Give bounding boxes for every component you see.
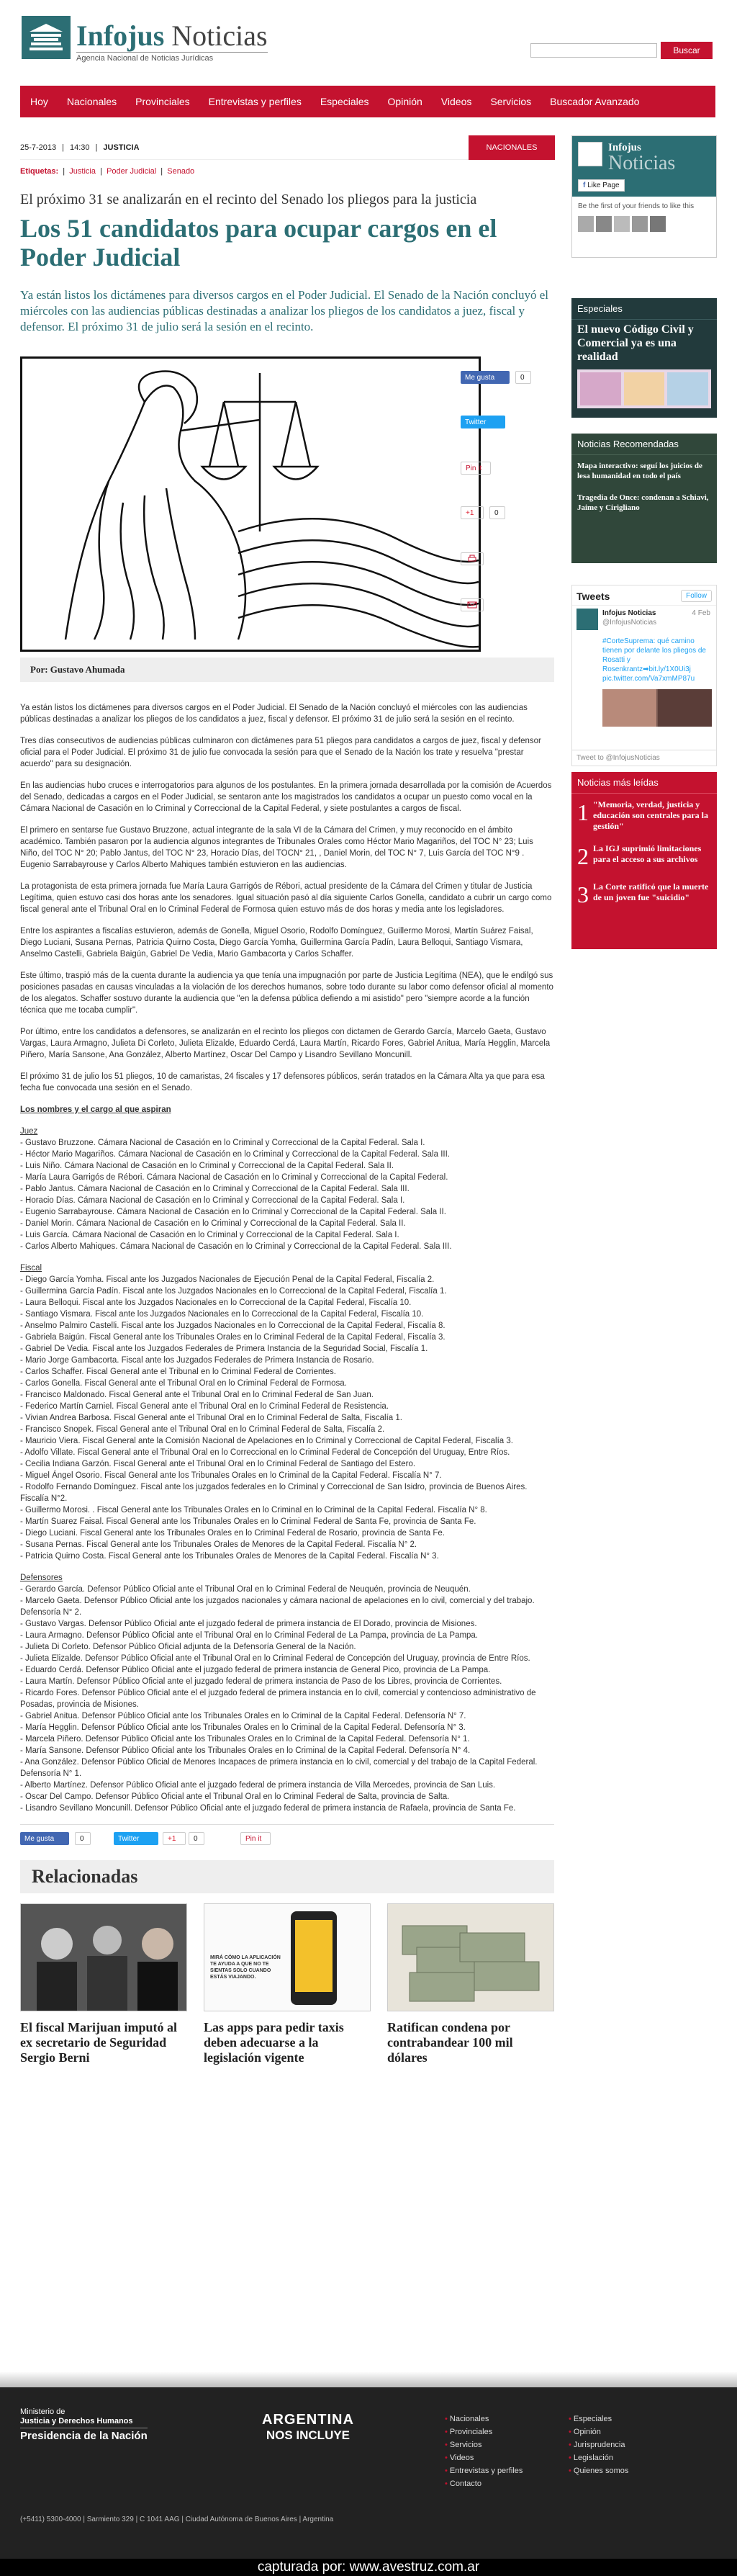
pinit-button[interactable]: Pin it xyxy=(240,1832,271,1845)
ministry-line-c: Presidencia de la Nación xyxy=(20,2428,148,2443)
list-item: - Eugenio Sarrabayrouse. Cámara Nacional de Casación en lo Criminal y Correccional de la Capital Federal. Sala II. xyxy=(20,1208,446,1216)
list-item: - Daniel Morin. Cámara Nacional de Casación en lo Criminal y Correccional de la Capital Federal. Sala II. xyxy=(20,1219,406,1228)
nav-item-videos[interactable]: Videos xyxy=(440,96,472,107)
list-item: - Anselmo Palmiro Castelli. Fiscal ante los Juzgados Nacionales en lo Correccional de la Capital Federal, Fiscalía 8. xyxy=(20,1321,446,1330)
main-nav xyxy=(20,86,715,117)
list-item: - Laura Belloqui. Fiscal ante los Juzgados Nacionales en lo Correccional de la Capital Federal, Fiscalía 10. xyxy=(20,1298,412,1307)
fb-friends-text: Be the first of your friends to like this xyxy=(578,202,695,210)
list-item: - Horacio Días. Cámara Nacional de Casación en lo Criminal y Correccional de la Capital Federal. Sala I. xyxy=(20,1196,405,1205)
article-time: 14:30 xyxy=(70,143,90,152)
fb-like-page-label: Like Page xyxy=(587,181,620,189)
argentina-logo xyxy=(262,2412,354,2443)
tweet-handle[interactable]: @InfojusNoticias xyxy=(602,619,657,627)
leidas-widget xyxy=(571,772,717,949)
list-item: - Guillermo Morosi. . Fiscal General ante los Tribunales Orales en lo Criminal en lo Criminal de la Capital Federal. Fiscalía N° 8. xyxy=(20,1506,487,1514)
article-lead: Ya están listos los dictámenes para diversos cargos en el Poder Judicial. El Senado de la Nación concluyó el miércoles con las audiencias públicas destinadas a analizar los pliegos de los candidatos a juez, fiscal y defensor. El próximo 31 de julio será la sesión en el recinto. xyxy=(20,288,548,333)
list-item: - Mario Jorge Gambacorta. Fiscal ante los Juzgados Federales de Primera Instancia de Rosario. xyxy=(20,1356,374,1365)
list-item: - Pablo Jantus. Cámara Nacional de Casación en lo Criminal y Correccional de la Capital Federal. Sala III. xyxy=(20,1185,410,1193)
list-item: - Gabriel De Vedia. Fiscal ante los Juzgados Federales de Primera Instancia de la Seguridad Social, Fiscalía 1. xyxy=(20,1345,428,1353)
list-item: - María Sansone. Defensor Público Oficial ante los Tribunales Orales en lo Criminal de la Capital Federal. Defensoría N° 4. xyxy=(20,1746,471,1755)
footer-link[interactable]: • Opinión xyxy=(569,2428,628,2436)
twitter-widget xyxy=(571,585,717,766)
fb-page-name-a[interactable]: Infojus xyxy=(608,142,641,153)
article-kicker: El próximo 31 se analizarán en el recinto del Senado los pliegos para la justicia xyxy=(20,192,477,207)
related-item[interactable] xyxy=(20,1903,187,2065)
footer-link[interactable]: • Videos xyxy=(445,2454,523,2462)
tweets-heading: Tweets xyxy=(577,590,610,602)
avatar xyxy=(650,216,666,232)
list-item: - Ana González. Defensor Público Oficial de Menores Incapaces de primera instancia en lo civil, comercial y del trabajo de la Capital Federal. Defensoría N° 1. xyxy=(20,1758,538,1778)
tweet-avatar[interactable] xyxy=(577,609,598,630)
nav-item-servicios[interactable]: Servicios xyxy=(490,96,532,107)
list-item: - Santiago Vismara. Fiscal ante los Juzgados Nacionales en lo Correccional de la Capital Federal, Fiscalía 10. xyxy=(20,1310,424,1319)
leidas-number: 2 xyxy=(577,843,589,869)
list-item: - Gustavo Vargas. Defensor Público Oficial ante el juzgado federal de primera instancia de El Dorado, provincia de Misiones. xyxy=(20,1620,477,1628)
footer-link[interactable]: • Provinciales xyxy=(445,2428,523,2436)
especiales-banner[interactable] xyxy=(577,369,711,408)
especiales-heading: Especiales xyxy=(571,298,717,320)
brand-subtitle: Agencia Nacional de Noticias Jurídicas xyxy=(76,52,268,63)
footer-link[interactable]: • Legislación xyxy=(569,2454,628,2462)
gplus-count: 0 xyxy=(489,506,505,519)
list-item: - Marcelo Gaeta. Defensor Público Oficial ante los juzgados nacionales y cámara nacional de apelaciones en lo civil, comercial y del trabajo. Defensoría N° 2. xyxy=(20,1597,535,1617)
ministry-logo[interactable] xyxy=(20,2407,148,2443)
facebook-icon: f xyxy=(583,181,588,189)
gplus-button[interactable]: +1 xyxy=(461,506,484,519)
leidas-number: 3 xyxy=(577,881,589,907)
nav-item-hoy[interactable]: Hoy xyxy=(30,96,48,107)
footer-links-1 xyxy=(445,2415,523,2492)
tweet-text: #CorteSuprema: qué camino tienen por delante los pliegos de Rosatti y Rosenkrantz➡bit.ly/1X0Ui3j pic.twitter.com/Va7xmMP87u xyxy=(602,637,706,683)
list-item: - Gabriel Anitua. Defensor Público Oficial ante los Tribunales Orales en lo Criminal de la Capital Federal. Defensoría N° 7. xyxy=(20,1712,466,1720)
list-item: - Carlos Gonella. Fiscal General ante el Tribunal Oral en lo Criminal Federal de Formosa. xyxy=(20,1379,347,1388)
list-item: - Ricardo Fores. Defensor Público Oficial ante el el juzgado federal de primera instancia en lo civil, comercial y contencioso administrativo de Posadas, provincia de Misiones. xyxy=(20,1689,536,1709)
list-item: - Diego García Yomha. Fiscal ante los Juzgados Nacionales de Ejecución Penal de la Capital Federal, Fiscalía 2. xyxy=(20,1275,435,1284)
fb-like-count: 0 xyxy=(515,371,531,384)
brand[interactable] xyxy=(76,19,268,63)
article-section[interactable]: JUSTICIA xyxy=(103,143,140,152)
fb-like-page-button[interactable] xyxy=(578,179,625,192)
list-item: - Luis García. Cámara Nacional de Casación en lo Criminal y Correccional de la Capital Federal. Sala I. xyxy=(20,1231,399,1239)
nominee-list xyxy=(20,1572,554,1814)
list-item: - Patricia Quirno Costa. Fiscal General ante los Tribunales Orales de Menores de la Capital Federal. Fiscalía N° 3. xyxy=(20,1552,439,1561)
gplus-button[interactable]: +1 xyxy=(163,1832,186,1845)
list-item: - Héctor Mario Magariños. Cámara Nacional de Casación en lo Criminal y Correccional de la Capital Federal. Sala III. xyxy=(20,1150,450,1159)
related-item[interactable] xyxy=(387,1903,554,2065)
leidas-item[interactable] xyxy=(571,794,717,838)
email-icon[interactable] xyxy=(461,598,484,611)
fb-like-button[interactable]: Me gusta xyxy=(20,1832,69,1845)
list-item: - Carlos Schaffer. Fiscal General ante el Tribunal en lo Criminal Federal de Corrientes. xyxy=(20,1368,336,1376)
argentina-line-b: NOS INCLUYE xyxy=(266,2428,351,2442)
list-item: - Federico Martín Carniel. Fiscal General ante el Tribunal Oral en lo Criminal Federal de Resistencia. xyxy=(20,1402,389,1411)
footer-link[interactable]: • Contacto xyxy=(445,2479,523,2488)
list-item: - Laura Armagno. Defensor Público Oficial ante el Tribunal Oral en lo Criminal Federal de La Pampa, provincia de La Pampa. xyxy=(20,1631,479,1640)
nominee-list xyxy=(20,1126,554,1252)
article-meta: 25-7-2013 | 14:30 | JUSTICIA xyxy=(20,135,554,160)
tag-link[interactable]: Poder Judicial xyxy=(107,167,157,176)
twitter-button[interactable]: Twitter xyxy=(461,416,505,428)
list-item: - Lisandro Sevillano Moncunill. Defensor Público Oficial ante el juzgado federal de primera instancia de Rafaela, provincia de Santa Fe. xyxy=(20,1804,516,1813)
nav-item-buscador[interactable]: Buscador Avanzado xyxy=(550,96,640,107)
list-item: - Vivian Andrea Barbosa. Fiscal General ante el Tribunal Oral en lo Criminal Federal de Salta, Fiscalía 1. xyxy=(20,1414,402,1422)
list-item: - María Laura Garrigós de Rébori. Cámara Nacional de Casación en lo Criminal y Correccional de la Capital Federal. xyxy=(20,1173,448,1182)
twitter-button[interactable]: Twitter xyxy=(114,1832,158,1845)
footer-link[interactable]: • Nacionales xyxy=(445,2415,523,2423)
list-item: - María Hegglin. Defensor Público Oficial ante los Tribunales Orales en lo Criminal de la Capital Federal. Defensoría N° 3. xyxy=(20,1723,466,1732)
related-heading: Relacionadas xyxy=(20,1860,554,1893)
search-input[interactable] xyxy=(530,43,657,58)
avatar xyxy=(632,216,648,232)
list-item: - Francisco Maldonado. Fiscal General ante el Tribunal Oral en lo Criminal Federal de San Juan. xyxy=(20,1391,374,1399)
tweet-date: 4 Feb xyxy=(692,609,710,617)
argentina-line-a: ARGENTINA xyxy=(262,2412,354,2428)
list-item: - Julieta Di Corleto. Defensor Público Oficial adjunta de la Defensoría General de la Nación. xyxy=(20,1643,356,1651)
pinit-button[interactable]: Pin it xyxy=(461,462,491,475)
article-paragraph: Tres días consecutivos de audiencias públicas culminaron con dictámenes para 51 pliegos para candidatos a cargos de juez, fiscal y defensor oficial para el Poder Judicial. El próximo 31 de julio fue convocada la sesión para que el Senado de la Nación los trate y resuelva "prestar acuerdo" para su designación. xyxy=(20,737,541,768)
list-item: - Eduardo Cerdá. Defensor Público Oficial ante el juzgado federal de primera instancia de General Pico, provincia de La Pampa. xyxy=(20,1666,491,1674)
related-item[interactable] xyxy=(204,1903,371,2065)
fb-page-name-b: Noticias xyxy=(608,152,676,174)
list-item: - Guillermina García Padín. Fiscal ante los Juzgados Nacionales en lo Correccional de la Capital Federal, Fiscalía 1. xyxy=(20,1287,447,1296)
list-item: - Mauricio Viera. Fiscal General ante la Comisión Nacional de Apelaciones en lo Criminal y Correccional de Capital Federal, Fiscalía 3. xyxy=(20,1437,513,1445)
nav-item-provinciales[interactable]: Provinciales xyxy=(135,96,190,107)
gplus-count: 0 xyxy=(189,1832,204,1845)
tags: Etiquetas: | Justicia | Poder Judicial | Senado xyxy=(20,167,195,176)
list-item: - Martín Suarez Faisal. Fiscal General ante los Tribunales Orales en lo Criminal Federal de Santa Fe, provincia de Santa Fe. xyxy=(20,1517,476,1526)
site-header xyxy=(0,0,737,122)
print-icon[interactable] xyxy=(461,552,484,565)
article-date: 25-7-2013 xyxy=(20,143,57,152)
recomendadas-widget xyxy=(571,434,717,563)
leidas-title[interactable]: La IGJ suprimió limitaciones para el acceso a sus archivos xyxy=(593,843,702,864)
list-item: - Marcela Piñero. Defensor Público Oficial ante los Tribunales Orales en lo Criminal de la Capital Federal. Defensoría N° 1. xyxy=(20,1735,470,1743)
fb-like-count: 0 xyxy=(75,1832,91,1845)
site-footer xyxy=(0,2387,737,2576)
list-item: - Rodolfo Fernando Domínguez. Fiscal ante los juzgados federales en lo Criminal y Correccional de San Isidro, provincia de Buenos Aires. Fiscalía N°2. xyxy=(20,1483,528,1503)
list-item: - Luis Niño. Cámara Nacional de Casación en lo Criminal y Correccional de la Capital Federal. Sala II. xyxy=(20,1162,394,1170)
footer-link[interactable]: • Quienes somos xyxy=(569,2467,628,2475)
nominee-list-heading: Juez xyxy=(20,1127,38,1136)
nominee-list-heading: Fiscal xyxy=(20,1264,42,1273)
leidas-item[interactable] xyxy=(571,838,717,876)
list-item: - Carlos Alberto Mahiques. Cámara Nacional de Casación en lo Criminal y Correccional de la Capital Federal. Sala III. xyxy=(20,1242,452,1251)
list-item: - Gustavo Bruzzone. Cámara Nacional de Casación en lo Criminal y Correccional de la Capital Federal. Sala I. xyxy=(20,1139,425,1147)
leidas-title[interactable]: "Memoria, verdad, justicia y educación son centrales para la gestión" xyxy=(593,799,708,831)
leidas-heading: Noticias más leídas xyxy=(571,772,717,794)
footer-link[interactable]: • Especiales xyxy=(569,2415,628,2423)
article-paragraph: El primero en sentarse fue Gustavo Bruzzone, actual integrante de la sala VI de la Cámara del Crimen, y muy reconocido en el ámbito académico. También pasaron por la audiencia algunos integrantes de Tribunales Orales como Héctor Mario Magariños, del TOC N° 23; Luis Niño, del TOC N° 20; Pablo Jantus, del TOC N° 23, Horacio Días, del TOCN° 21, , Daniel Morin, del TOC N° 7, Luis García del TOC N°9 . Eugenio Sarrabayrouse y Carlos Alberto Mahiques también estuvieron en las audiencias. xyxy=(20,826,533,869)
list-item: - Oscar Del Campo. Defensor Público Oficial ante el Tribunal Oral en lo Criminal Federal de Salta, provincia de Salta. xyxy=(20,1792,450,1801)
tweet-account[interactable]: Infojus Noticias xyxy=(602,609,656,617)
recomendada-item[interactable]: Mapa interactivo: seguí los juicios de lesa humanidad en todo el país xyxy=(577,462,702,480)
brand-name-a: Infojus xyxy=(76,19,165,52)
footer-address: (+5411) 5300-4000 | Sarmiento 329 | C 1041 AAG | Ciudad Autónoma de Buenos Aires | Argentina xyxy=(20,2516,334,2523)
list-item: - Cecilia Indiana Garzón. Fiscal General ante el Tribunal Oral en lo Criminal Federal de Santiago del Estero. xyxy=(20,1460,416,1468)
article-paragraph: Por último, entre los candidatos a defensores, se analizarán en el recinto los pliegos con dictamen de Gerardo García, Marcelo Gaeta, Gustavo Vargas, Laura Armagno, Julieta Di Corleto, Julieta Elizalde, Eduardo Cerdá, Laura Martín, Ricardo Fores, Gabriel Anitua, María Hegglin, Marcela Piñero, María Sansone, Ana González, Alberto Martínez, Oscar Del Campo y Lisandro Sevillano Moncunill. xyxy=(20,1028,551,1059)
nominee-list xyxy=(20,1262,554,1562)
bottom-share-bar xyxy=(20,1824,554,1853)
fb-friend-avatars xyxy=(572,216,716,232)
tweet-image[interactable] xyxy=(602,689,712,727)
footer-link[interactable]: • Entrevistas y perfiles xyxy=(445,2467,523,2475)
list-item: - Alberto Martínez. Defensor Público Oficial ante el juzgado federal de primera instancia de Villa Mercedes, provincia de San Luis. xyxy=(20,1781,496,1790)
list-item: - Francisco Snopek. Fiscal General ante el Tribunal Oral en lo Criminal Federal de Salta, Fiscalía 2. xyxy=(20,1425,385,1434)
footer-links-2 xyxy=(569,2415,628,2479)
article xyxy=(20,135,554,2065)
logo-icon[interactable] xyxy=(22,16,71,59)
avatar xyxy=(578,216,594,232)
list-item: - Adolfo Villate. Fiscal General ante el Tribunal Oral en lo Correccional en lo Criminal Federal de Concepción del Uruguay, Entre Ríos. xyxy=(20,1448,510,1457)
list-item: - Gabriela Baigún. Fiscal General ante los Tribunales Orales en lo Criminal Federal de la Capital Federal, Fiscalía 3. xyxy=(20,1333,446,1342)
especiales-widget[interactable] xyxy=(571,298,717,418)
leidas-title[interactable]: La Corte ratificó que la muerte de un joven fue "suicidio" xyxy=(593,881,709,902)
list-item: - Diego Luciani. Fiscal General ante los Tribunales Orales en lo Criminal Federal de Rosario, provincia de Santa Fe. xyxy=(20,1529,445,1538)
article-body xyxy=(20,702,554,1814)
list-item: - Susana Pernas. Fiscal General ante los Tribunales Orales de Menores de la Capital Federal. Fiscalía N° 2. xyxy=(20,1540,417,1549)
tweet-compose[interactable]: Tweet to @InfojusNoticias xyxy=(572,750,716,766)
leidas-number: 1 xyxy=(577,799,589,825)
article-paragraph: El próximo 31 de julio los 51 pliegos, 10 de camaristas, 24 fiscales y 17 defensores públicos, serán tratados en la Cámara Alta ya que para esa fecha fue convocada una sesión en el Senado. xyxy=(20,1072,545,1092)
article-paragraph: Entre los aspirantes a fiscalías estuvieron, además de Gonella, Miguel Osorio, Rodolfo Domínguez, Guillermo Morosi, Martín Suárez Faisal, Diego Luciani, Susana Pernas, Patricia Quirno Costa, Diego García Yomha, Guillermina García Padín, Laura Belloqui, Santiago Vismara, Anselmo Castelli, Gabriela Baigún, Gabriel De Vedia, Mario Gambacorta y Carlos Schaffer. xyxy=(20,927,533,959)
nominee-list-heading: Defensores xyxy=(20,1574,63,1582)
leidas-item[interactable] xyxy=(571,876,717,914)
category-badge[interactable]: NACIONALES xyxy=(469,135,555,160)
related-image[interactable] xyxy=(20,1903,187,2011)
related-image[interactable] xyxy=(387,1903,554,2011)
article-paragraph: Este último, traspió más de la cuenta durante la audiencia ya que tenía una impugnación por parte de Justicia Legítima (NEA), que le endilgó sus posiciones pasadas en causas vinculadas a la violación de los derechos humanos, sobre todo durante su labor como defensor oficial al momento de los alegatos. Schaffer sostuvo durante la audiencia que "en la defensa pública defiendo a mi asistido" pero "siempre acorde a la función técnica que me tocaba cumplir". xyxy=(20,971,553,1015)
article-paragraph: En las audiencias hubo cruces e interrogatorios para algunos de los postulantes. En la primera jornada desarrollada por la comisión de Acuerdos del Senado, dedicadas a cargos en el Poder Judicial, se sentaron ante los magistrados los candidatos a ocupar un puesto como vocal en la Cámara Nacional de Casación en lo Criminal y Correccional de la Capital Federal, y siete postulantes a cargos de fiscal. xyxy=(20,781,552,813)
article-author: Por: Gustavo Ahumada xyxy=(20,658,554,682)
article-title: Los 51 candidatos para ocupar cargos en el Poder Judicial xyxy=(20,214,497,271)
nav-item-opinion[interactable]: Opinión xyxy=(387,96,422,107)
facebook-widget[interactable] xyxy=(571,135,717,258)
nav-item-entrevistas[interactable]: Entrevistas y perfiles xyxy=(208,96,302,107)
ministry-line-b: Justicia y Derechos Humanos xyxy=(20,2417,133,2425)
article-paragraph: Ya están listos los dictámenes para diversos cargos en el Poder Judicial. El Senado de la Nación concluyó el miércoles con las audiencias públicas destinadas a analizar los pliegos de los candidatos a juez, fiscal y defensor. El próximo 31 de julio será la sesión en el recinto. xyxy=(20,704,528,724)
avatar xyxy=(596,216,612,232)
tags-label: Etiquetas: xyxy=(20,167,59,176)
list-heading: Los nombres y el cargo al que aspiran xyxy=(20,1105,171,1114)
related-title[interactable]: Ratifican condena por contrabandear 100 mil dólares xyxy=(387,2020,513,2065)
nav-item-nacionales[interactable]: Nacionales xyxy=(66,96,117,107)
related-image[interactable] xyxy=(204,1903,371,2011)
avatar xyxy=(614,216,630,232)
recomendada-item[interactable]: Tragedia de Once: condenan a Schiavi, Jaime y Cirigliano xyxy=(577,493,709,512)
nominee-lists xyxy=(20,1126,554,1814)
list-item: - Gerardo García. Defensor Público Oficial ante el Tribunal Oral en lo Criminal Federal de Neuquén, provincia de Neuquén. xyxy=(20,1585,471,1594)
brand-name-b: Noticias xyxy=(171,19,268,52)
follow-button[interactable]: Follow xyxy=(681,590,712,602)
ministry-line-a: Ministerio de xyxy=(20,2407,65,2416)
list-item: - Laura Martín. Defensor Público Oficial ante el juzgado federal de primera instancia de Paso de los Libres, provincia de Corrientes. xyxy=(20,1677,502,1686)
search-button[interactable]: Buscar xyxy=(661,42,713,59)
related-title[interactable]: El fiscal Marijuan imputó al ex secretario de Seguridad Sergio Berni xyxy=(20,2020,178,2065)
related-grid xyxy=(20,1903,554,2065)
especiales-text[interactable]: El nuevo Código Civil y Comercial ya es una realidad xyxy=(577,323,694,363)
tag-link[interactable]: Justicia xyxy=(69,167,96,176)
list-item: - Miguel Ángel Osorio. Fiscal General ante los Tribunales Orales en lo Criminal de la Capital Federal. Fiscalía N° 7. xyxy=(20,1471,442,1480)
page-avatar xyxy=(578,142,602,166)
related-title[interactable]: Las apps para pedir taxis deben adecuarse a la legislación vigente xyxy=(204,2020,344,2065)
fb-like-button[interactable]: Me gusta xyxy=(461,371,510,384)
recomendadas-heading: Noticias Recomendadas xyxy=(571,434,717,455)
list-item: - Julieta Elizalde. Defensor Público Oficial ante el Tribunal Oral en lo Criminal Federal de Concepción del Uruguay, provincia de Entre Ríos. xyxy=(20,1654,530,1663)
sidebar xyxy=(571,135,717,949)
capture-credit: capturada por: www.avestruz.com.ar xyxy=(0,2559,737,2576)
article-paragraph: La protagonista de esta primera jornada fue María Laura Garrigós de Rébori, actual presidente de la Cámara del Crimen y titular de Justicia Legítima, quien estuvo casi dos horas ante los senadores. Igual situación pasó al día siguiente Carlos Gonella, candidato a cubrir un cargo como fiscal general ante el Tribunal Oral en lo Criminal Federal de Formosa quien estuvo más de dos horas y media ante los legisladores. xyxy=(20,882,552,914)
footer-link[interactable]: • Servicios xyxy=(445,2441,523,2449)
tag-link[interactable]: Senado xyxy=(167,167,195,176)
footer-link[interactable]: • Jurisprudencia xyxy=(569,2441,628,2449)
nav-item-especiales[interactable]: Especiales xyxy=(320,96,369,107)
article-photo[interactable] xyxy=(20,356,481,652)
related-image-caption: MIRÁ CÓMO LA APLICACIÓN TE AYUDA A QUE NO TE SIENTAS SOLO CUANDO ESTÁS VIAJANDO. xyxy=(210,1955,281,1980)
